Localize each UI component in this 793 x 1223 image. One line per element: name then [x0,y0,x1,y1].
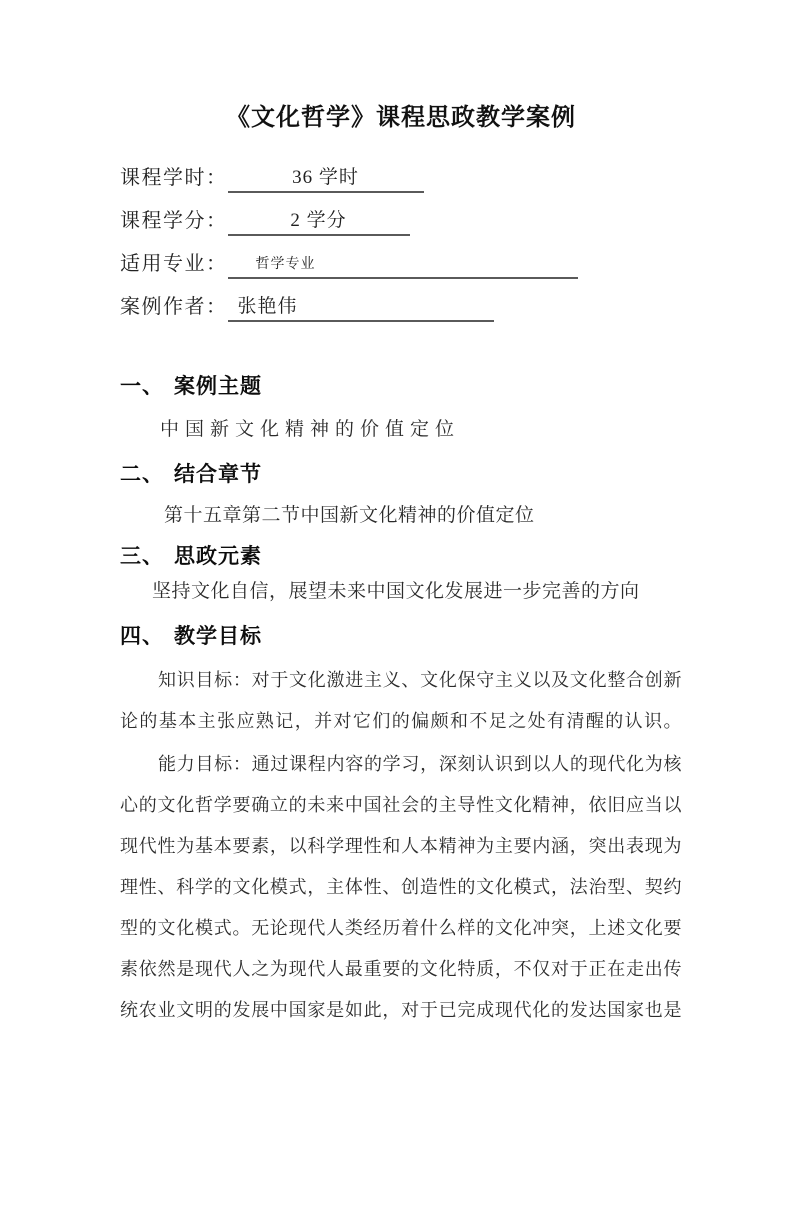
paragraph-line: 论的基本主张应熟记，并对它们的偏颇和不足之处有清醒的认识。 [120,711,682,731]
course-credits-value: 2 学分 [228,209,410,236]
section-heading-ideological-elements [120,544,682,570]
document-title: 《文化哲学》课程思政教学案例 [226,105,576,131]
paragraph-line: 理性、科学的文化模式，主体性、创造性的文化模式，法治型、契约 [120,877,682,897]
section-number: 四、 [120,625,164,648]
section-title: 案例主题 [174,375,262,398]
course-credits-label: 课程学分： [120,210,228,232]
field-row-case-author [120,279,682,322]
section-number: 三、 [120,545,164,568]
applicable-major-label: 适用专业： [120,253,228,275]
section-number: 一、 [120,375,164,398]
section-heading-case-topic [120,374,682,400]
applicable-major-value: 哲学专业 [228,254,578,279]
section-body-related-chapter: 第十五章第二节中国新文化精神的价值定位 [164,505,535,526]
field-row-applicable-major [120,236,682,279]
course-hours-label: 课程学时： [120,167,228,189]
section-heading-teaching-objectives [120,624,682,650]
paragraph-line: 能力目标：通过课程内容的学习，深刻认识到以人的现代化为核 [158,754,682,774]
paragraph-line: 型的文化模式。无论现代人类经历着什么样的文化冲突，上述文化要 [120,918,682,938]
course-hours-value: 36 学时 [228,166,424,193]
paragraph-line: 知识目标：对于文化激进主义、文化保守主义以及文化整合创新 [158,670,682,690]
paragraph-ability-objectives [120,744,682,1031]
case-author-value: 张艳伟 [228,295,494,322]
paragraph-line: 素依然是现代人之为现代人最重要的文化特质，不仅对于正在走出传 [120,959,682,979]
section-title: 结合章节 [174,463,262,486]
section-heading-related-chapter [120,462,682,488]
document-page [120,100,682,1031]
header-form [120,150,682,322]
paragraph-line: 心的文化哲学要确立的未来中国社会的主导性文化精神，依旧应当以 [120,795,682,815]
paragraph-line: 统农业文明的发展中国家是如此，对于已完成现代化的发达国家也是 [120,1000,682,1020]
section-number: 二、 [120,463,164,486]
section-title: 思政元素 [174,545,262,568]
case-author-label: 案例作者： [120,296,228,318]
field-row-course-hours [120,150,682,193]
section-body-ideological-elements: 坚持文化自信，展望未来中国文化发展进一步完善的方向 [152,581,640,602]
section-title: 教学目标 [174,625,262,648]
paragraph-knowledge-objectives [120,660,682,742]
field-row-course-credits [120,193,682,236]
paragraph-line: 现代性为基本要素，以科学理性和人本精神为主要内涵，突出表现为 [120,836,682,856]
section-body-case-topic: 中国新文化精神的价值定位 [160,419,461,440]
